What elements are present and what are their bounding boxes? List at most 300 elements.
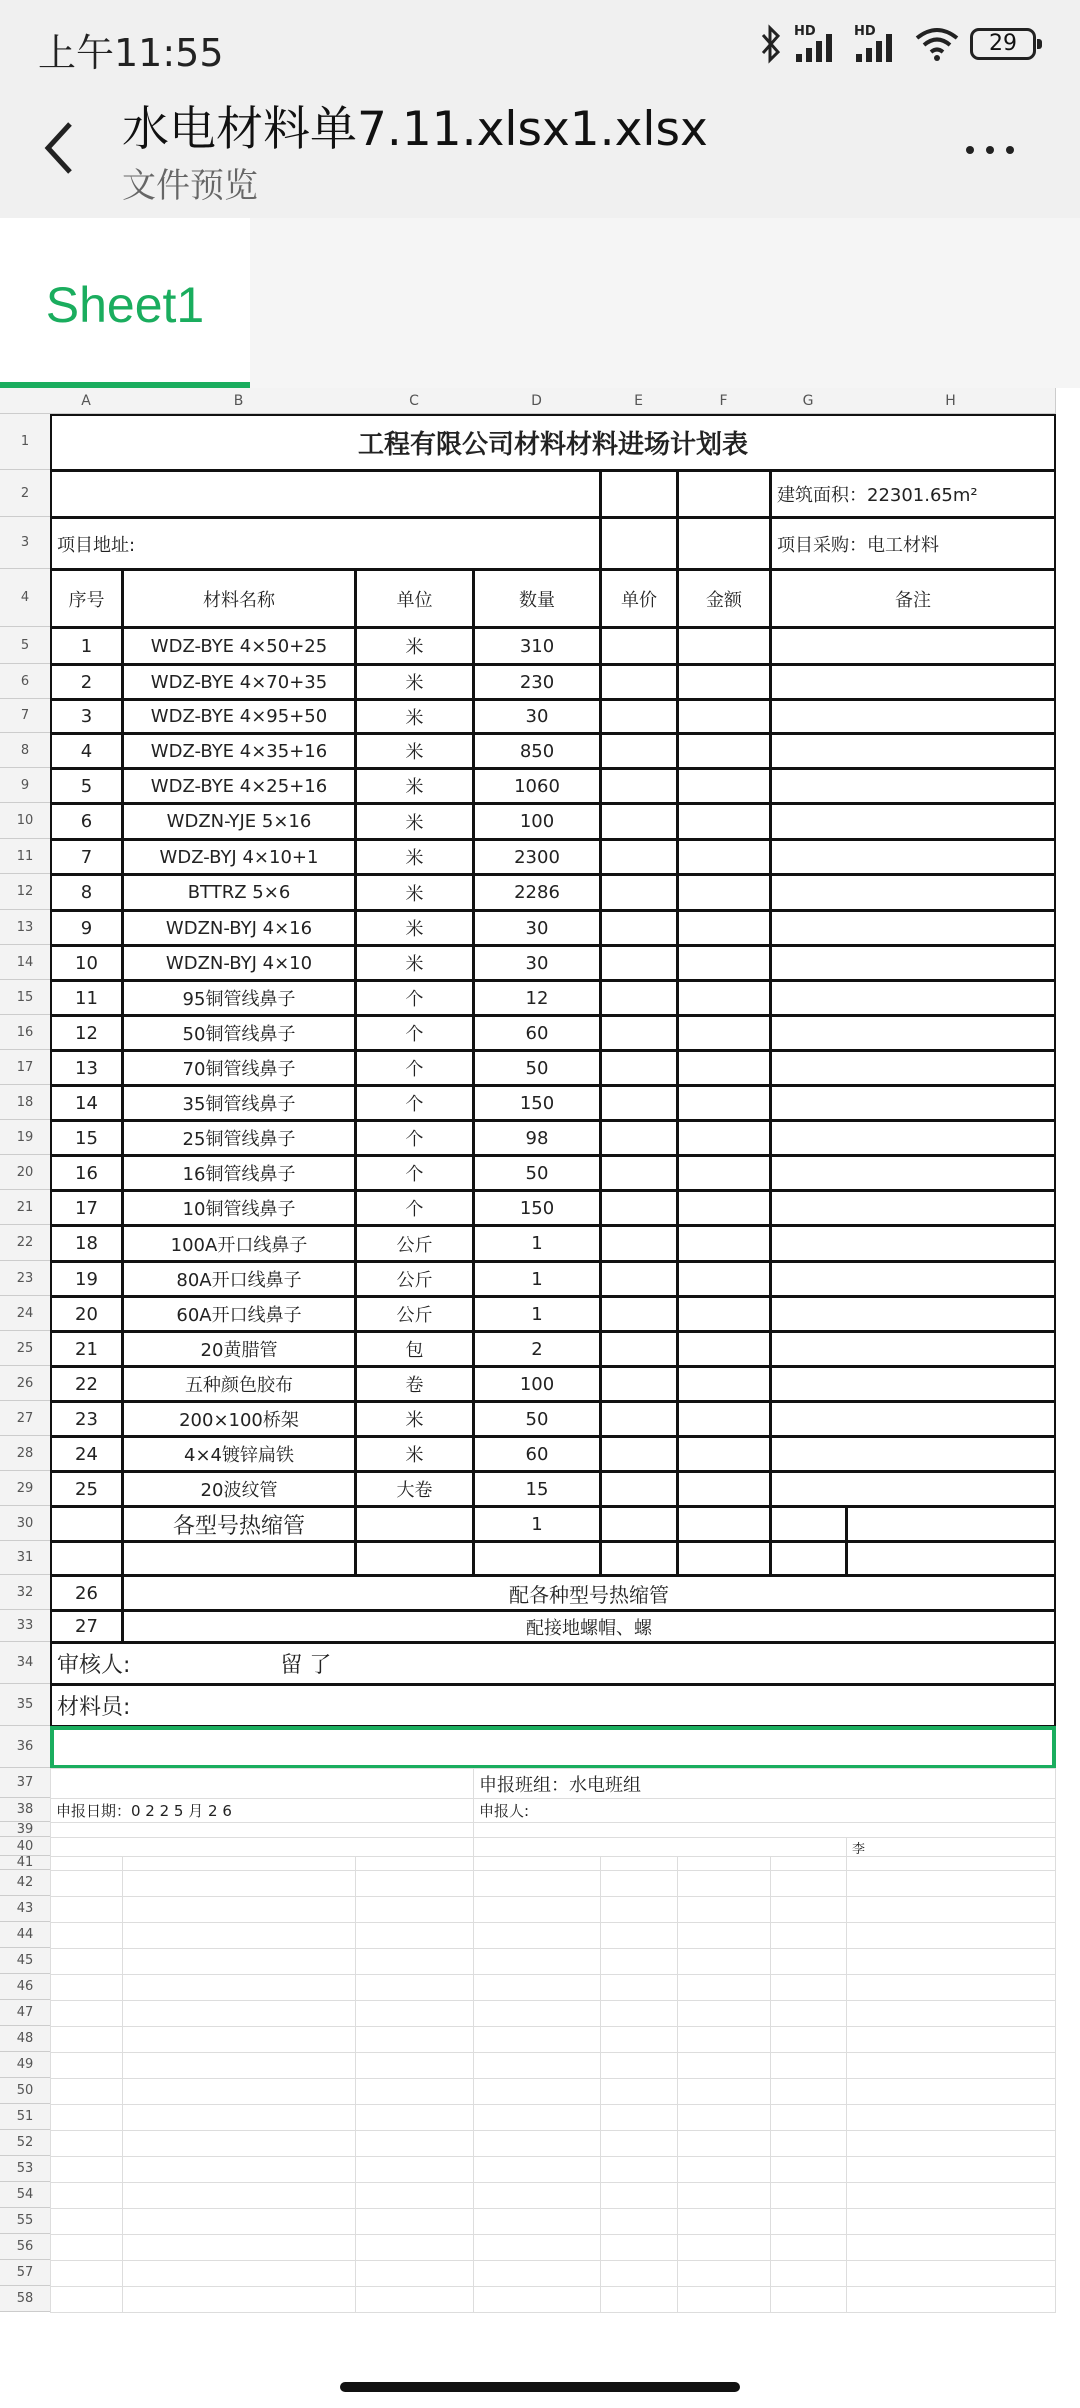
reviewer-row[interactable] bbox=[50, 1642, 1056, 1685]
item-unit[interactable]: 米 bbox=[355, 627, 474, 665]
item-remark[interactable] bbox=[770, 733, 1056, 769]
row-header[interactable]: 41 bbox=[0, 1856, 51, 1870]
cell[interactable] bbox=[473, 2078, 601, 2105]
item-unit[interactable]: 个 bbox=[355, 1155, 474, 1191]
cell[interactable] bbox=[600, 2260, 678, 2287]
item-remark[interactable] bbox=[770, 910, 1056, 946]
item-amount[interactable] bbox=[677, 910, 771, 946]
cell[interactable] bbox=[846, 2130, 1056, 2157]
row-header[interactable]: 38 bbox=[0, 1798, 51, 1822]
row-header[interactable]: 55 bbox=[0, 2208, 51, 2234]
cell[interactable] bbox=[122, 2078, 356, 2105]
row-header[interactable]: 36 bbox=[0, 1726, 51, 1768]
row-header[interactable]: 2 bbox=[0, 470, 51, 517]
cell[interactable] bbox=[846, 2026, 1056, 2053]
cell[interactable] bbox=[355, 2104, 474, 2131]
cell[interactable] bbox=[770, 2182, 847, 2209]
cell[interactable] bbox=[677, 1506, 771, 1542]
item-quantity[interactable]: 30 bbox=[473, 699, 601, 734]
cell[interactable] bbox=[122, 1541, 356, 1576]
item-number[interactable]: 13 bbox=[50, 1050, 123, 1086]
row-header[interactable]: 6 bbox=[0, 664, 51, 699]
item-number[interactable]: 7 bbox=[50, 839, 123, 875]
item-remark[interactable] bbox=[770, 1120, 1056, 1156]
cell[interactable] bbox=[846, 2260, 1056, 2287]
item-remark[interactable] bbox=[770, 1085, 1056, 1121]
item-quantity[interactable]: 100 bbox=[473, 1366, 601, 1402]
item-remark[interactable] bbox=[770, 1296, 1056, 1332]
item-amount[interactable] bbox=[677, 1085, 771, 1121]
item-number[interactable]: 8 bbox=[50, 874, 123, 911]
cell[interactable] bbox=[473, 2234, 601, 2261]
item-unit[interactable]: 米 bbox=[355, 839, 474, 875]
cell[interactable] bbox=[770, 1506, 847, 1542]
item-amount[interactable] bbox=[677, 803, 771, 840]
item-remark[interactable] bbox=[770, 874, 1056, 911]
item-name[interactable]: 35铜管线鼻子 bbox=[122, 1085, 356, 1121]
cell[interactable] bbox=[355, 1948, 474, 1975]
item-quantity[interactable]: 15 bbox=[473, 1471, 601, 1507]
cell[interactable] bbox=[50, 1870, 123, 1897]
item-remark[interactable] bbox=[770, 1015, 1056, 1051]
item-number[interactable]: 11 bbox=[50, 980, 123, 1016]
cell[interactable] bbox=[600, 1974, 678, 2001]
cell[interactable] bbox=[600, 2156, 678, 2183]
item-quantity[interactable]: 150 bbox=[473, 1190, 601, 1226]
cell[interactable] bbox=[473, 2104, 601, 2131]
item-quantity[interactable]: 850 bbox=[473, 733, 601, 769]
item-amount[interactable] bbox=[677, 1190, 771, 1226]
item-name[interactable]: 50铜管线鼻子 bbox=[122, 1015, 356, 1051]
item-name[interactable]: WDZN-BYJ 4×16 bbox=[122, 910, 356, 946]
cell[interactable] bbox=[770, 1948, 847, 1975]
cell[interactable] bbox=[600, 1506, 678, 1542]
row-header[interactable]: 18 bbox=[0, 1085, 51, 1120]
item-unit[interactable]: 公斤 bbox=[355, 1225, 474, 1262]
applicant[interactable]: 申报人: bbox=[473, 1798, 1056, 1823]
cell[interactable] bbox=[770, 2130, 847, 2157]
item-name[interactable]: WDZ-BYE 4×50+25 bbox=[122, 627, 356, 665]
cell[interactable] bbox=[122, 2286, 356, 2313]
more-options-icon[interactable] bbox=[960, 130, 1020, 170]
item-remark[interactable] bbox=[770, 1155, 1056, 1191]
item-name[interactable]: 20黄腊管 bbox=[122, 1331, 356, 1367]
cell[interactable] bbox=[50, 1822, 474, 1838]
cell[interactable] bbox=[600, 1856, 678, 1871]
row-header[interactable]: 40 bbox=[0, 1837, 51, 1856]
cell[interactable] bbox=[600, 1922, 678, 1949]
cell[interactable] bbox=[473, 1856, 601, 1871]
item-name[interactable]: 4×4镀锌扁铁 bbox=[122, 1436, 356, 1472]
cell[interactable] bbox=[677, 2052, 771, 2079]
row-header[interactable]: 19 bbox=[0, 1120, 51, 1155]
item-remark[interactable] bbox=[770, 627, 1056, 665]
item-price[interactable] bbox=[600, 627, 678, 665]
item-number[interactable]: 22 bbox=[50, 1366, 123, 1402]
cell[interactable] bbox=[50, 2234, 123, 2261]
row-header[interactable]: 58 bbox=[0, 2286, 51, 2312]
cell[interactable] bbox=[677, 2234, 771, 2261]
item-name[interactable]: WDZN-BYJ 4×10 bbox=[122, 945, 356, 981]
item-remark[interactable] bbox=[770, 1331, 1056, 1367]
column-header-H[interactable]: H bbox=[846, 388, 1056, 414]
row-header[interactable]: 48 bbox=[0, 2026, 51, 2052]
item-number[interactable]: 24 bbox=[50, 1436, 123, 1472]
row-header[interactable]: 7 bbox=[0, 699, 51, 733]
table-header-cell[interactable]: 材料名称 bbox=[122, 569, 356, 628]
item-name[interactable]: 200×100桥架 bbox=[122, 1401, 356, 1437]
cell[interactable] bbox=[770, 1922, 847, 1949]
item-quantity[interactable]: 1 bbox=[473, 1506, 601, 1542]
item-amount[interactable] bbox=[677, 1366, 771, 1402]
cell[interactable] bbox=[122, 2208, 356, 2235]
item-number[interactable]: 19 bbox=[50, 1261, 123, 1297]
cell[interactable] bbox=[355, 2052, 474, 2079]
row-header[interactable]: 37 bbox=[0, 1768, 51, 1798]
item-quantity[interactable]: 100 bbox=[473, 803, 601, 840]
item-quantity[interactable]: 30 bbox=[473, 945, 601, 981]
item-unit[interactable]: 个 bbox=[355, 1015, 474, 1051]
item-price[interactable] bbox=[600, 910, 678, 946]
item-number[interactable]: 4 bbox=[50, 733, 123, 769]
cell[interactable] bbox=[846, 2000, 1056, 2027]
row-header[interactable]: 30 bbox=[0, 1506, 51, 1541]
item-name[interactable]: 20波纹管 bbox=[122, 1471, 356, 1507]
row-header[interactable]: 31 bbox=[0, 1541, 51, 1575]
cell[interactable] bbox=[122, 2052, 356, 2079]
item-remark[interactable] bbox=[770, 1366, 1056, 1402]
item-unit[interactable]: 米 bbox=[355, 803, 474, 840]
item-price[interactable] bbox=[600, 768, 678, 804]
item-name[interactable]: 100A开口线鼻子 bbox=[122, 1225, 356, 1262]
column-header-F[interactable]: F bbox=[677, 388, 771, 414]
project-address[interactable]: 项目地址: bbox=[50, 517, 601, 570]
table-header-cell[interactable]: 金额 bbox=[677, 569, 771, 628]
cell[interactable] bbox=[600, 2052, 678, 2079]
cell[interactable] bbox=[473, 1837, 847, 1857]
cell[interactable] bbox=[355, 2182, 474, 2209]
item-remark[interactable] bbox=[770, 699, 1056, 734]
home-indicator[interactable] bbox=[340, 2382, 740, 2392]
table-header-cell[interactable]: 单价 bbox=[600, 569, 678, 628]
cell[interactable] bbox=[677, 2286, 771, 2313]
item-number[interactable]: 12 bbox=[50, 1015, 123, 1051]
row-header[interactable]: 21 bbox=[0, 1190, 51, 1225]
signature-char[interactable]: 李 bbox=[846, 1837, 1056, 1857]
sheet-title[interactable]: 工程有限公司材料材料进场计划表 bbox=[50, 414, 1056, 471]
cell[interactable] bbox=[677, 2130, 771, 2157]
item-name[interactable]: 70铜管线鼻子 bbox=[122, 1050, 356, 1086]
row-header[interactable]: 14 bbox=[0, 945, 51, 980]
item-remark[interactable] bbox=[770, 1050, 1056, 1086]
row-header[interactable]: 22 bbox=[0, 1225, 51, 1261]
item-number[interactable]: 26 bbox=[50, 1575, 123, 1611]
item-quantity[interactable]: 2300 bbox=[473, 839, 601, 875]
cell[interactable] bbox=[600, 2026, 678, 2053]
cell[interactable] bbox=[677, 1896, 771, 1923]
item-quantity[interactable]: 1 bbox=[473, 1296, 601, 1332]
row-header[interactable]: 20 bbox=[0, 1155, 51, 1190]
row-header[interactable]: 49 bbox=[0, 2052, 51, 2078]
building-area[interactable]: 建筑面积：22301.65m² bbox=[770, 470, 1056, 518]
item-amount[interactable] bbox=[677, 627, 771, 665]
item-quantity[interactable]: 50 bbox=[473, 1155, 601, 1191]
row-header[interactable]: 42 bbox=[0, 1870, 51, 1896]
item-unit[interactable]: 米 bbox=[355, 699, 474, 734]
cell[interactable] bbox=[846, 2208, 1056, 2235]
cell[interactable] bbox=[600, 2234, 678, 2261]
item-amount[interactable] bbox=[677, 768, 771, 804]
item-unit[interactable]: 米 bbox=[355, 910, 474, 946]
cell[interactable] bbox=[473, 2286, 601, 2313]
item-amount[interactable] bbox=[677, 1401, 771, 1437]
item-unit[interactable]: 卷 bbox=[355, 1366, 474, 1402]
cell[interactable] bbox=[677, 1856, 771, 1871]
row-header[interactable]: 52 bbox=[0, 2130, 51, 2156]
cell[interactable] bbox=[770, 1541, 847, 1576]
row-header[interactable]: 12 bbox=[0, 874, 51, 910]
item-number[interactable]: 1 bbox=[50, 627, 123, 665]
cell[interactable] bbox=[770, 2156, 847, 2183]
row-header[interactable]: 25 bbox=[0, 1331, 51, 1366]
item-quantity[interactable]: 30 bbox=[473, 910, 601, 946]
item-amount[interactable] bbox=[677, 664, 771, 700]
cell[interactable] bbox=[355, 1870, 474, 1897]
cell[interactable] bbox=[846, 1896, 1056, 1923]
row-header[interactable]: 34 bbox=[0, 1642, 51, 1684]
item-unit[interactable]: 米 bbox=[355, 733, 474, 769]
cell[interactable] bbox=[50, 1541, 123, 1576]
item-price[interactable] bbox=[600, 980, 678, 1016]
cell[interactable] bbox=[770, 2104, 847, 2131]
cell[interactable] bbox=[600, 2286, 678, 2313]
item-unit[interactable]: 米 bbox=[355, 874, 474, 911]
cell[interactable] bbox=[600, 2182, 678, 2209]
row-header[interactable]: 5 bbox=[0, 627, 51, 664]
item-remark[interactable] bbox=[770, 768, 1056, 804]
item-quantity[interactable]: 60 bbox=[473, 1436, 601, 1472]
cell[interactable] bbox=[600, 2104, 678, 2131]
item-remark[interactable] bbox=[770, 1401, 1056, 1437]
item-number[interactable]: 17 bbox=[50, 1190, 123, 1226]
row-header[interactable]: 1 bbox=[0, 414, 51, 470]
cell[interactable] bbox=[122, 1948, 356, 1975]
item-price[interactable] bbox=[600, 1471, 678, 1507]
item-quantity[interactable]: 50 bbox=[473, 1050, 601, 1086]
cell[interactable] bbox=[355, 2130, 474, 2157]
column-header-E[interactable]: E bbox=[600, 388, 678, 414]
item-number[interactable]: 14 bbox=[50, 1085, 123, 1121]
cell[interactable] bbox=[355, 1974, 474, 2001]
item-quantity[interactable]: 60 bbox=[473, 1015, 601, 1051]
cell[interactable] bbox=[846, 2052, 1056, 2079]
item-amount[interactable] bbox=[677, 1155, 771, 1191]
cell[interactable] bbox=[50, 2130, 123, 2157]
item-amount[interactable] bbox=[677, 1120, 771, 1156]
applicant-team[interactable]: 申报班组：水电班组 bbox=[473, 1768, 1056, 1799]
cell[interactable] bbox=[355, 2260, 474, 2287]
cell[interactable] bbox=[677, 2000, 771, 2027]
item-amount[interactable] bbox=[677, 699, 771, 734]
row-header[interactable]: 28 bbox=[0, 1436, 51, 1471]
cell[interactable] bbox=[770, 2000, 847, 2027]
item-price[interactable] bbox=[600, 839, 678, 875]
cell[interactable] bbox=[770, 1870, 847, 1897]
cell[interactable] bbox=[770, 2052, 847, 2079]
item-number[interactable]: 10 bbox=[50, 945, 123, 981]
cell[interactable] bbox=[473, 1922, 601, 1949]
item-name[interactable]: 25铜管线鼻子 bbox=[122, 1120, 356, 1156]
table-header-cell[interactable]: 备注 bbox=[770, 569, 1056, 628]
cell[interactable] bbox=[770, 1896, 847, 1923]
item-remark[interactable] bbox=[770, 803, 1056, 840]
row-header[interactable]: 57 bbox=[0, 2260, 51, 2286]
cell[interactable] bbox=[600, 1870, 678, 1897]
item-price[interactable] bbox=[600, 1436, 678, 1472]
cell[interactable] bbox=[473, 2260, 601, 2287]
cell[interactable] bbox=[122, 2234, 356, 2261]
cell[interactable] bbox=[846, 1506, 1056, 1542]
apply-date[interactable]: 申报日期：0 2 2 5 月 2 6 bbox=[50, 1798, 474, 1823]
cell[interactable] bbox=[770, 2078, 847, 2105]
item-name[interactable]: 60A开口线鼻子 bbox=[122, 1296, 356, 1332]
item-price[interactable] bbox=[600, 945, 678, 981]
cell[interactable] bbox=[50, 2260, 123, 2287]
item-amount[interactable] bbox=[677, 839, 771, 875]
row-header[interactable]: 11 bbox=[0, 839, 51, 874]
item-name[interactable]: WDZ-BYE 4×35+16 bbox=[122, 733, 356, 769]
row-header[interactable]: 54 bbox=[0, 2182, 51, 2208]
item-quantity[interactable]: 150 bbox=[473, 1085, 601, 1121]
item-name[interactable]: 80A开口线鼻子 bbox=[122, 1261, 356, 1297]
item-price[interactable] bbox=[600, 1190, 678, 1226]
item-unit[interactable]: 个 bbox=[355, 1085, 474, 1121]
item-quantity[interactable]: 98 bbox=[473, 1120, 601, 1156]
cell[interactable] bbox=[122, 2026, 356, 2053]
cell[interactable] bbox=[473, 2208, 601, 2235]
row-header[interactable]: 17 bbox=[0, 1050, 51, 1085]
cell[interactable] bbox=[770, 2260, 847, 2287]
item-name[interactable]: WDZ-BYJ 4×10+1 bbox=[122, 839, 356, 875]
item-remark[interactable] bbox=[770, 839, 1056, 875]
row-header[interactable]: 32 bbox=[0, 1575, 51, 1610]
item-price[interactable] bbox=[600, 1401, 678, 1437]
cell[interactable] bbox=[677, 2078, 771, 2105]
cell[interactable] bbox=[122, 2156, 356, 2183]
cell[interactable] bbox=[122, 1922, 356, 1949]
item-remark[interactable] bbox=[770, 1471, 1056, 1507]
item-unit[interactable]: 米 bbox=[355, 664, 474, 700]
cell[interactable] bbox=[846, 1922, 1056, 1949]
row-header[interactable]: 53 bbox=[0, 2156, 51, 2182]
cell[interactable] bbox=[473, 1822, 1056, 1838]
cell[interactable] bbox=[50, 2000, 123, 2027]
item-number[interactable]: 16 bbox=[50, 1155, 123, 1191]
row-header[interactable]: 10 bbox=[0, 803, 51, 839]
project-purchase[interactable]: 项目采购：电工材料 bbox=[770, 517, 1056, 570]
row-header[interactable]: 46 bbox=[0, 1974, 51, 2000]
item-price[interactable] bbox=[600, 1050, 678, 1086]
cell[interactable] bbox=[677, 2026, 771, 2053]
item-quantity[interactable]: 2 bbox=[473, 1331, 601, 1367]
item-price[interactable] bbox=[600, 733, 678, 769]
item-price[interactable] bbox=[600, 1225, 678, 1262]
row-header[interactable]: 33 bbox=[0, 1610, 51, 1642]
row-header[interactable]: 43 bbox=[0, 1896, 51, 1922]
cell[interactable] bbox=[50, 1837, 474, 1857]
item-price[interactable] bbox=[600, 1296, 678, 1332]
cell[interactable] bbox=[846, 1974, 1056, 2001]
cell[interactable] bbox=[677, 1870, 771, 1897]
selected-cell[interactable] bbox=[50, 1726, 1056, 1769]
column-header-B[interactable]: B bbox=[122, 388, 356, 414]
cell[interactable] bbox=[677, 2260, 771, 2287]
item-unit[interactable]: 米 bbox=[355, 1436, 474, 1472]
cell[interactable] bbox=[770, 2234, 847, 2261]
cell[interactable] bbox=[355, 1856, 474, 1871]
item-remark[interactable] bbox=[770, 1225, 1056, 1262]
cell[interactable] bbox=[122, 2000, 356, 2027]
cell[interactable] bbox=[355, 2000, 474, 2027]
row-header[interactable]: 56 bbox=[0, 2234, 51, 2260]
item-remark[interactable] bbox=[770, 1436, 1056, 1472]
cell[interactable] bbox=[50, 470, 601, 518]
row-header[interactable]: 45 bbox=[0, 1948, 51, 1974]
cell[interactable] bbox=[473, 1896, 601, 1923]
cell[interactable] bbox=[600, 1541, 678, 1576]
cell[interactable] bbox=[50, 1856, 123, 1871]
cell[interactable] bbox=[122, 2260, 356, 2287]
item-unit[interactable]: 米 bbox=[355, 1401, 474, 1437]
row-header[interactable]: 9 bbox=[0, 768, 51, 803]
cell[interactable] bbox=[355, 2286, 474, 2313]
item-remark[interactable] bbox=[770, 1190, 1056, 1226]
item-number[interactable]: 9 bbox=[50, 910, 123, 946]
cell[interactable] bbox=[770, 2286, 847, 2313]
cell[interactable] bbox=[473, 2026, 601, 2053]
cell[interactable] bbox=[846, 1541, 1056, 1576]
row-header[interactable]: 29 bbox=[0, 1471, 51, 1506]
item-number[interactable]: 25 bbox=[50, 1471, 123, 1507]
cell[interactable] bbox=[355, 1896, 474, 1923]
item-amount[interactable] bbox=[677, 1331, 771, 1367]
item-unit[interactable]: 包 bbox=[355, 1331, 474, 1367]
cell[interactable] bbox=[846, 1870, 1056, 1897]
cell[interactable] bbox=[770, 1856, 847, 1871]
cell[interactable] bbox=[677, 1922, 771, 1949]
table-header-cell[interactable]: 数量 bbox=[473, 569, 601, 628]
material-clerk[interactable]: 材料员: bbox=[50, 1684, 1056, 1727]
item-amount[interactable] bbox=[677, 980, 771, 1016]
cell[interactable] bbox=[846, 2234, 1056, 2261]
item-name[interactable]: 10铜管线鼻子 bbox=[122, 1190, 356, 1226]
item-number[interactable]: 2 bbox=[50, 664, 123, 700]
cell[interactable] bbox=[473, 2000, 601, 2027]
cell[interactable] bbox=[677, 1948, 771, 1975]
cell[interactable] bbox=[355, 1541, 474, 1576]
cell[interactable] bbox=[846, 2156, 1056, 2183]
cell[interactable] bbox=[677, 517, 771, 570]
cell[interactable] bbox=[770, 2208, 847, 2235]
cell[interactable] bbox=[122, 2182, 356, 2209]
cell[interactable] bbox=[600, 470, 678, 518]
row-header[interactable]: 47 bbox=[0, 2000, 51, 2026]
row-header[interactable]: 26 bbox=[0, 1366, 51, 1401]
item-name[interactable]: BTTRZ 5×6 bbox=[122, 874, 356, 911]
cell[interactable] bbox=[677, 2182, 771, 2209]
cell[interactable] bbox=[355, 2234, 474, 2261]
row-header[interactable]: 50 bbox=[0, 2078, 51, 2104]
